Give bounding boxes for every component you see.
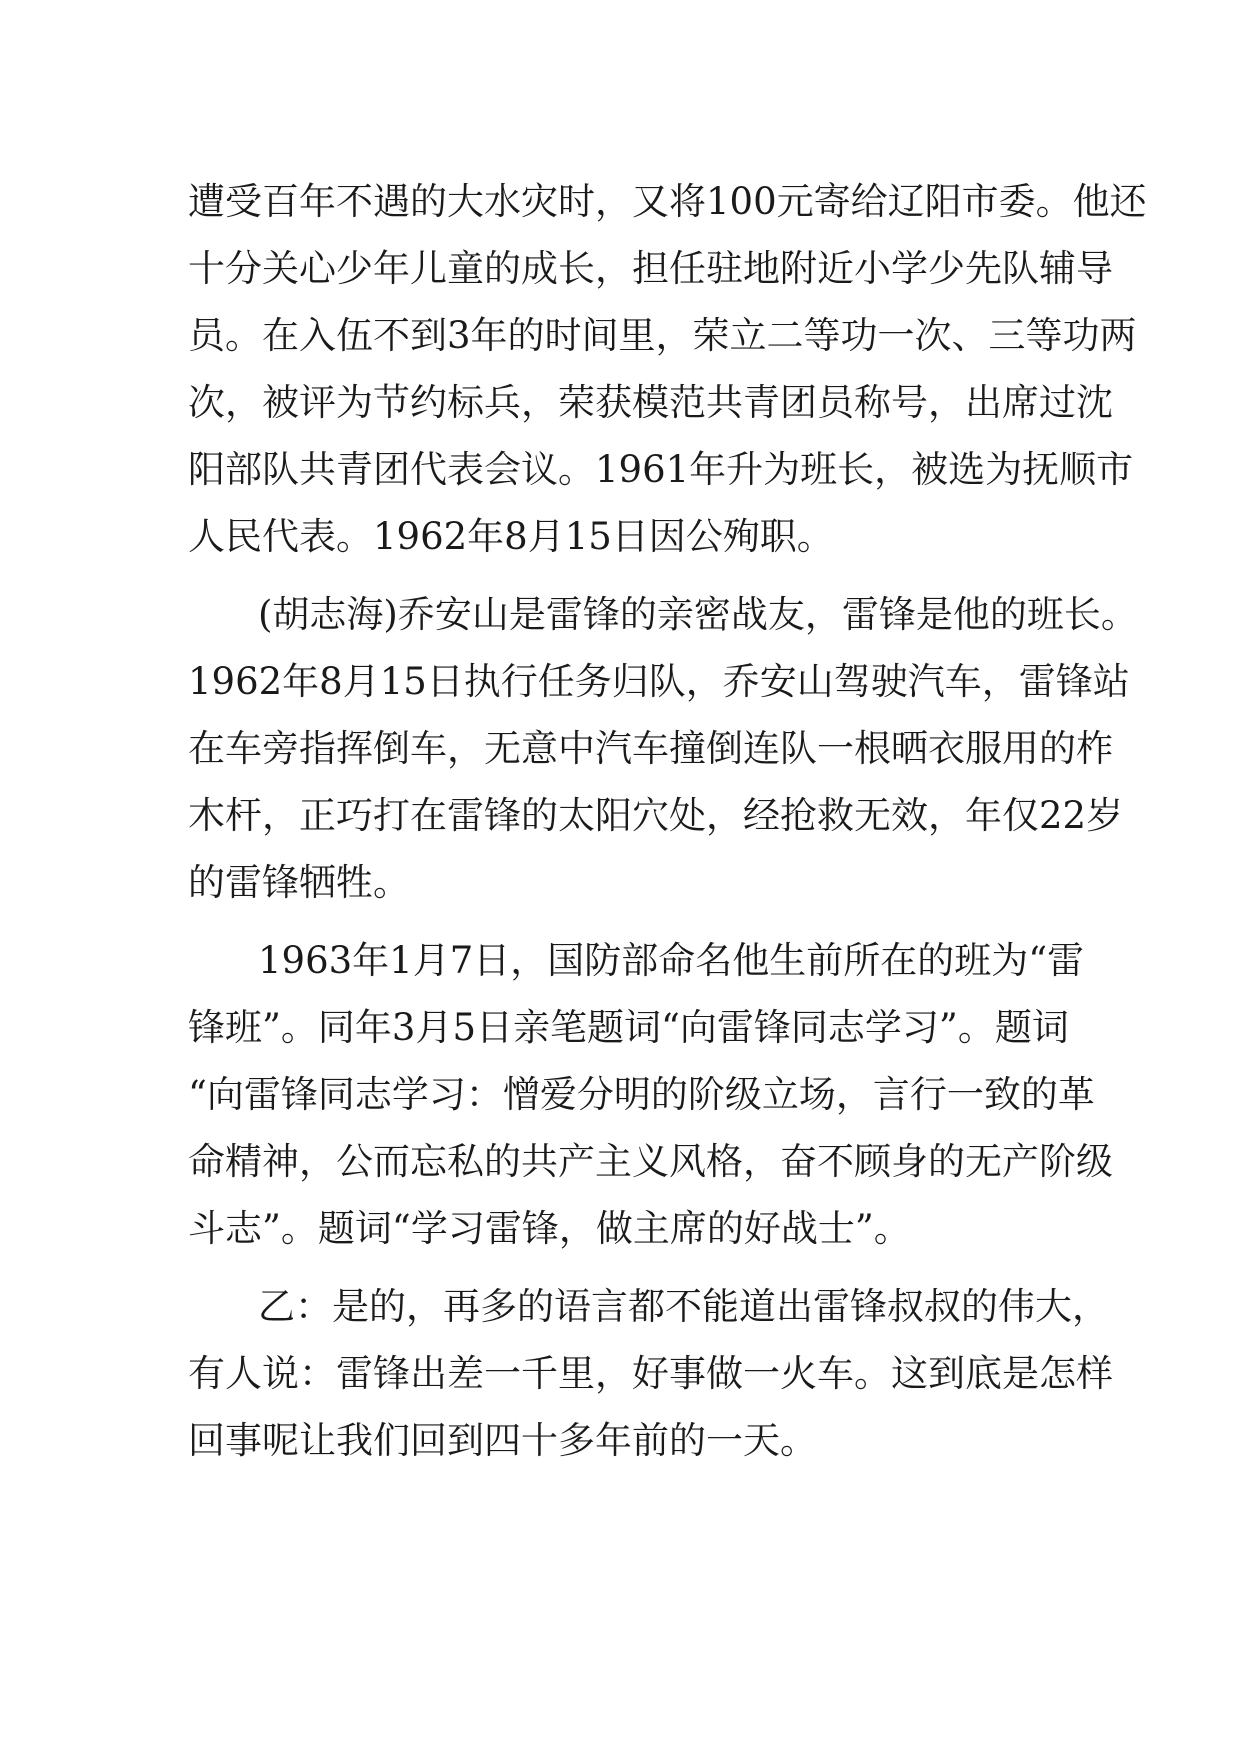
text-line: 的雷锋牺牲。 (188, 861, 410, 904)
paragraph-3 (188, 927, 1113, 1262)
text-line: 木杆，正巧打在雷锋的太阳穴处，经抢救无效，年仅22岁 (188, 794, 1124, 837)
text-line: 乙：是的，再多的语言都不能道出雷锋叔叔的伟大， (258, 1285, 1109, 1328)
text-line: 1962年8月15日执行任务归队，乔安山驾驶汽车，雷锋站 (188, 660, 1130, 703)
text-line: 锋班”。同年3月5日亲笔题词“向雷锋同志学习”。题词 (188, 1006, 1069, 1049)
text-line: 斗志”。题词“学习雷锋，做主席的好战士”。 (188, 1207, 911, 1250)
paragraph-2 (188, 581, 1138, 916)
text-line: “向雷锋同志学习：憎爱分明的阶级立场，言行一致的革 (188, 1073, 1095, 1116)
text-line: 在车旁指挥倒车，无意中汽车撞倒连队一根晒衣服用的柞 (188, 727, 1113, 770)
text-line: 1963年1月7日，国防部命名他生前所在的班为“雷 (258, 939, 1085, 982)
paragraph-gap (188, 1262, 1068, 1273)
text-line: 命精神，公而忘私的共产主义风格，奋不顾身的无产阶级 (188, 1140, 1113, 1183)
text-line: 十分关心少年儿童的成长，担任驻地附近小学少先队辅导 (188, 247, 1113, 290)
text-line: 人民代表。1962年8月15日因公殉职。 (188, 515, 834, 558)
paragraph-4 (188, 1273, 1113, 1474)
text-line: 阳部队共青团代表会议。1961年升为班长，被选为抚顺市 (188, 448, 1134, 491)
document-body (188, 168, 1147, 1474)
text-line: 有人说：雷锋出差一千里，好事做一火车。这到底是怎样 (188, 1352, 1113, 1395)
text-line: (胡志海)乔安山是雷锋的亲密战友，雷锋是他的班长。 (258, 593, 1138, 636)
paragraph-gap (188, 570, 1068, 581)
paragraph-1 (188, 168, 1147, 570)
text-line: 员。在入伍不到3年的时间里，荣立二等功一次、三等功两 (188, 314, 1137, 357)
text-line: 次，被评为节约标兵，荣获模范共青团员称号，出席过沈 (188, 381, 1113, 424)
paragraph-gap (188, 916, 1068, 927)
text-line: 回事呢让我们回到四十多年前的一天。 (188, 1419, 817, 1462)
text-line: 遭受百年不遇的大水灾时，又将100元寄给辽阳市委。他还 (188, 180, 1147, 223)
